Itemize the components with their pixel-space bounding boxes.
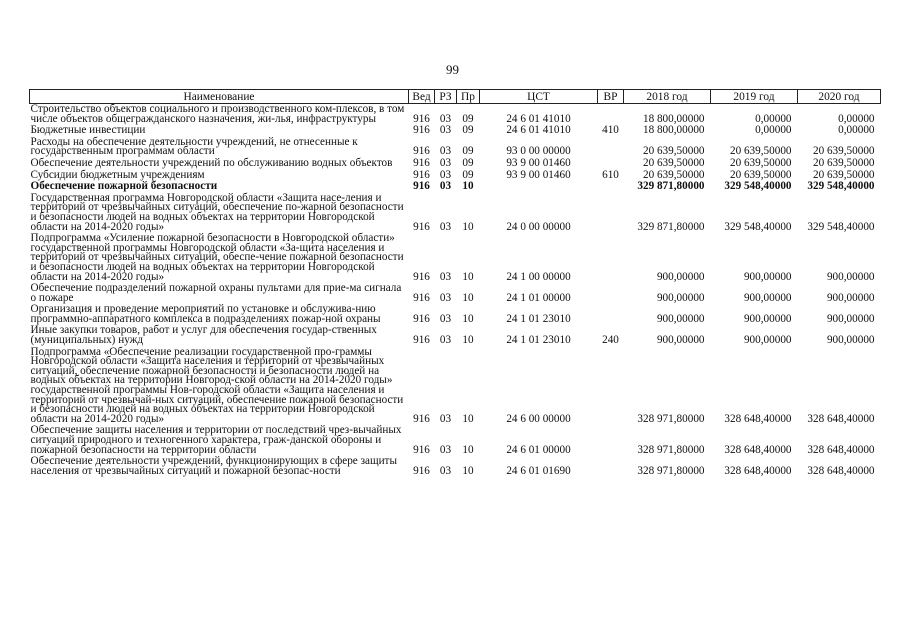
cell-rz: 03 bbox=[439, 334, 452, 347]
cell-vr bbox=[598, 137, 624, 158]
header-name: Наименование bbox=[30, 90, 409, 104]
cell-cst bbox=[480, 181, 598, 193]
table-row bbox=[30, 193, 881, 233]
cell-ved: 916 bbox=[413, 312, 430, 325]
cell-2018: 900,00000 bbox=[656, 291, 705, 304]
cell-rz: 03 bbox=[439, 291, 452, 304]
cell-rz: 03 bbox=[439, 412, 452, 425]
cell-vr bbox=[598, 193, 624, 233]
cell-2018: 328 971,80000 bbox=[637, 464, 705, 477]
cell-cst: 24 6 00 00000 bbox=[506, 412, 571, 425]
header-rz: РЗ bbox=[435, 90, 457, 104]
table-row bbox=[30, 104, 881, 126]
cell-vr: 240 bbox=[602, 334, 619, 347]
cell-vr bbox=[598, 425, 624, 456]
cell-2018: 900,00000 bbox=[656, 270, 705, 283]
cell-2019: 329 548,40000 bbox=[724, 180, 792, 193]
cell-2020: 328 648,40000 bbox=[807, 443, 875, 456]
cell-pr: 10 bbox=[462, 180, 474, 193]
cell-2018: 900,00000 bbox=[656, 334, 705, 347]
cell-pr: 10 bbox=[462, 412, 474, 425]
cell-cst: 24 6 01 41010 bbox=[506, 124, 571, 137]
cell-cst: 24 6 01 01690 bbox=[506, 464, 571, 477]
cell-vr bbox=[598, 104, 624, 126]
table-header bbox=[30, 90, 881, 104]
cell-2018: 328 971,80000 bbox=[637, 443, 705, 456]
cell-ved: 916 bbox=[413, 443, 430, 456]
cell-cst: 24 1 01 23010 bbox=[506, 334, 571, 347]
cell-vr bbox=[598, 233, 624, 283]
header-2019: 2019 год bbox=[711, 90, 798, 104]
cell-2018: 328 971,80000 bbox=[637, 412, 705, 425]
table-row bbox=[30, 425, 881, 456]
cell-pr: 10 bbox=[462, 464, 474, 477]
cell-ved: 916 bbox=[413, 112, 430, 125]
cell-2020: 0,00000 bbox=[838, 112, 875, 125]
header-2020: 2020 год bbox=[798, 90, 881, 104]
cell-name: Бюджетные инвестиции bbox=[30, 124, 146, 137]
cell-2019: 20 639,50000 bbox=[729, 168, 792, 181]
cell-rz: 03 bbox=[439, 464, 452, 477]
cell-vr bbox=[598, 347, 624, 426]
cell-name: Подпрограмма «Обеспечение реализации государственной про-граммы Новгородской области «Защита населения и территорий от чрезвычайных ситуаций, обеспечение пожарной безопасности и безопасности людей на водных объектах на территории Новгород-ской области на 2014-2020 годы» государственной программы Нов-городской области «Защита населения и территорий от чрезвычай-ных ситуаций, обеспечение пожарной безопасности и безопасности людей на водных объектах на территории Новгородской области на 2014-2020 годы» bbox=[30, 345, 404, 425]
cell-pr: 10 bbox=[462, 220, 474, 233]
cell-2019: 900,00000 bbox=[743, 312, 792, 325]
header-row bbox=[30, 90, 881, 104]
cell-2020: 20 639,50000 bbox=[812, 145, 875, 158]
cell-name: Обеспечение деятельности учреждений, функционирующих в сфере защиты населения от чрезвычайных ситуаций и пожарной безопас-ности bbox=[30, 455, 397, 477]
cell-rz: 03 bbox=[439, 443, 452, 456]
cell-2018: 900,00000 bbox=[656, 312, 705, 325]
cell-name: Обеспечение пожарной безопасности bbox=[30, 180, 218, 193]
cell-2018: 20 639,50000 bbox=[642, 145, 705, 158]
table-row bbox=[30, 137, 881, 158]
cell-2020: 329 548,40000 bbox=[807, 180, 875, 193]
table-row bbox=[30, 304, 881, 325]
table-row bbox=[30, 181, 881, 193]
table-body bbox=[30, 104, 881, 478]
cell-2018: 18 800,00000 bbox=[642, 112, 705, 125]
cell-2020: 329 548,40000 bbox=[807, 220, 875, 233]
cell-rz: 03 bbox=[439, 168, 452, 181]
cell-rz: 03 bbox=[439, 270, 452, 283]
cell-vr bbox=[598, 456, 624, 477]
cell-2020: 20 639,50000 bbox=[812, 156, 875, 169]
cell-2020: 900,00000 bbox=[826, 334, 875, 347]
cell-cst: 93 9 00 01460 bbox=[506, 168, 571, 181]
cell-rz: 03 bbox=[439, 312, 452, 325]
cell-2019: 328 648,40000 bbox=[724, 464, 792, 477]
cell-pr: 10 bbox=[462, 291, 474, 304]
table-row bbox=[30, 456, 881, 477]
cell-cst: 24 1 01 23010 bbox=[506, 312, 571, 325]
cell-2018: 18 800,00000 bbox=[642, 124, 705, 137]
cell-2020: 0,00000 bbox=[838, 124, 875, 137]
cell-2020: 900,00000 bbox=[826, 291, 875, 304]
cell-vr bbox=[598, 158, 624, 170]
header-cst: ЦСТ bbox=[480, 90, 598, 104]
cell-ved: 916 bbox=[413, 464, 430, 477]
cell-pr: 09 bbox=[462, 112, 474, 125]
cell-name: Расходы на обеспечение деятельности учреждений, не отнесенные к государственным программам области bbox=[30, 135, 358, 158]
cell-cst: 24 1 00 00000 bbox=[506, 270, 571, 283]
cell-2020: 328 648,40000 bbox=[807, 464, 875, 477]
cell-cst: 93 9 00 01460 bbox=[506, 156, 571, 169]
cell-cst: 93 0 00 00000 bbox=[506, 145, 571, 158]
cell-name: Организация и проведение мероприятий по установке и обслужива-нию программно-аппаратного комплекса в подразделениях пожар-ной охраны bbox=[30, 303, 381, 325]
page-number: 99 bbox=[446, 62, 459, 77]
cell-cst: 24 6 01 41010 bbox=[506, 112, 571, 125]
cell-2019: 900,00000 bbox=[743, 334, 792, 347]
cell-2018: 20 639,50000 bbox=[642, 168, 705, 181]
cell-pr: 10 bbox=[462, 443, 474, 456]
table-row bbox=[30, 347, 881, 426]
cell-2019: 0,00000 bbox=[755, 124, 792, 137]
cell-2019: 900,00000 bbox=[743, 270, 792, 283]
table-row bbox=[30, 283, 881, 304]
cell-2018: 329 871,80000 bbox=[637, 220, 705, 233]
header-vr: ВР bbox=[598, 90, 624, 104]
cell-rz: 03 bbox=[439, 220, 452, 233]
cell-2019: 328 648,40000 bbox=[724, 412, 792, 425]
cell-2018: 329 871,80000 bbox=[637, 180, 705, 193]
cell-name: Иные закупки товаров, работ и услуг для обеспечения государ-ственных (муниципальных) нужд bbox=[30, 324, 377, 347]
cell-ved: 916 bbox=[413, 180, 430, 193]
cell-name: Обеспечение подразделений пожарной охраны пультами для прие-ма сигнала о пожаре bbox=[30, 282, 402, 304]
cell-pr: 10 bbox=[462, 270, 474, 283]
cell-rz: 03 bbox=[439, 156, 452, 169]
cell-ved: 916 bbox=[413, 334, 430, 347]
cell-vr bbox=[598, 304, 624, 325]
cell-name: Строительство объектов социального и производственного ком-плексов, в том числе объектов общегражданского назначения, жи-лья, инфраструктуры bbox=[30, 103, 405, 125]
cell-2019: 0,00000 bbox=[755, 112, 792, 125]
cell-vr: 410 bbox=[602, 124, 619, 137]
header-pr: Пр bbox=[457, 90, 480, 104]
cell-ved: 916 bbox=[413, 145, 430, 158]
cell-cst: 24 1 01 00000 bbox=[506, 291, 571, 304]
cell-ved: 916 bbox=[413, 412, 430, 425]
table-row bbox=[30, 158, 881, 170]
cell-2019: 328 648,40000 bbox=[724, 443, 792, 456]
table-row bbox=[30, 325, 881, 346]
cell-vr bbox=[598, 283, 624, 304]
cell-pr: 10 bbox=[462, 334, 474, 347]
cell-ved: 916 bbox=[413, 220, 430, 233]
cell-pr: 10 bbox=[462, 312, 474, 325]
cell-ved: 916 bbox=[413, 291, 430, 304]
cell-name: Обеспечение деятельности учреждений по обслуживанию водных объектов bbox=[30, 156, 393, 169]
cell-2019: 20 639,50000 bbox=[729, 145, 792, 158]
cell-pr: 09 bbox=[462, 168, 474, 181]
cell-ved: 916 bbox=[413, 270, 430, 283]
cell-ved: 916 bbox=[413, 124, 430, 137]
cell-2020: 900,00000 bbox=[826, 312, 875, 325]
cell-rz: 03 bbox=[439, 145, 452, 158]
budget-table bbox=[29, 89, 881, 477]
cell-2020: 328 648,40000 bbox=[807, 412, 875, 425]
cell-2019: 900,00000 bbox=[743, 291, 792, 304]
cell-2018: 20 639,50000 bbox=[642, 156, 705, 169]
cell-2020: 900,00000 bbox=[826, 270, 875, 283]
cell-2019: 329 548,40000 bbox=[724, 220, 792, 233]
header-2018: 2018 год bbox=[624, 90, 711, 104]
cell-pr: 09 bbox=[462, 145, 474, 158]
cell-rz: 03 bbox=[439, 124, 452, 137]
cell-name: Субсидии бюджетным учреждениям bbox=[30, 168, 205, 181]
table-row bbox=[30, 233, 881, 283]
cell-name: Подпрограмма «Усиление пожарной безопасности в Новгородской области» государственной программы Новгородской области «За-щита населения и территорий от чрезвычайных ситуаций, обеспе-чение пожарной безопасности и безопасности людей на водных объектах на территории Новгородской области на 2014-2020 годы» bbox=[30, 232, 404, 283]
header-ved: Вед bbox=[409, 90, 435, 104]
cell-vr bbox=[598, 181, 624, 193]
cell-pr: 09 bbox=[462, 156, 474, 169]
cell-name: Обеспечение защиты населения и территории от последствий чрез-вычайных ситуаций природного и техногенного характера, граж-данской обороны и пожарной безопасности на территории области bbox=[30, 424, 402, 456]
cell-2019: 20 639,50000 bbox=[729, 156, 792, 169]
cell-rz: 03 bbox=[439, 112, 452, 125]
cell-vr: 610 bbox=[602, 168, 619, 181]
cell-rz: 03 bbox=[439, 180, 452, 193]
cell-name: Государственная программа Новгородской области «Защита насе-ления и территорий от чрезвычайных ситуаций, обеспечение по-жарной безопасности и безопасности людей на водных объектах на территории Новгородской области на 2014-2020 годы» bbox=[30, 191, 404, 233]
cell-ved: 916 bbox=[413, 168, 430, 181]
cell-cst: 24 0 00 00000 bbox=[506, 220, 571, 233]
cell-pr: 09 bbox=[462, 124, 474, 137]
cell-ved: 916 bbox=[413, 156, 430, 169]
cell-cst: 24 6 01 00000 bbox=[506, 443, 571, 456]
cell-2020: 20 639,50000 bbox=[812, 168, 875, 181]
